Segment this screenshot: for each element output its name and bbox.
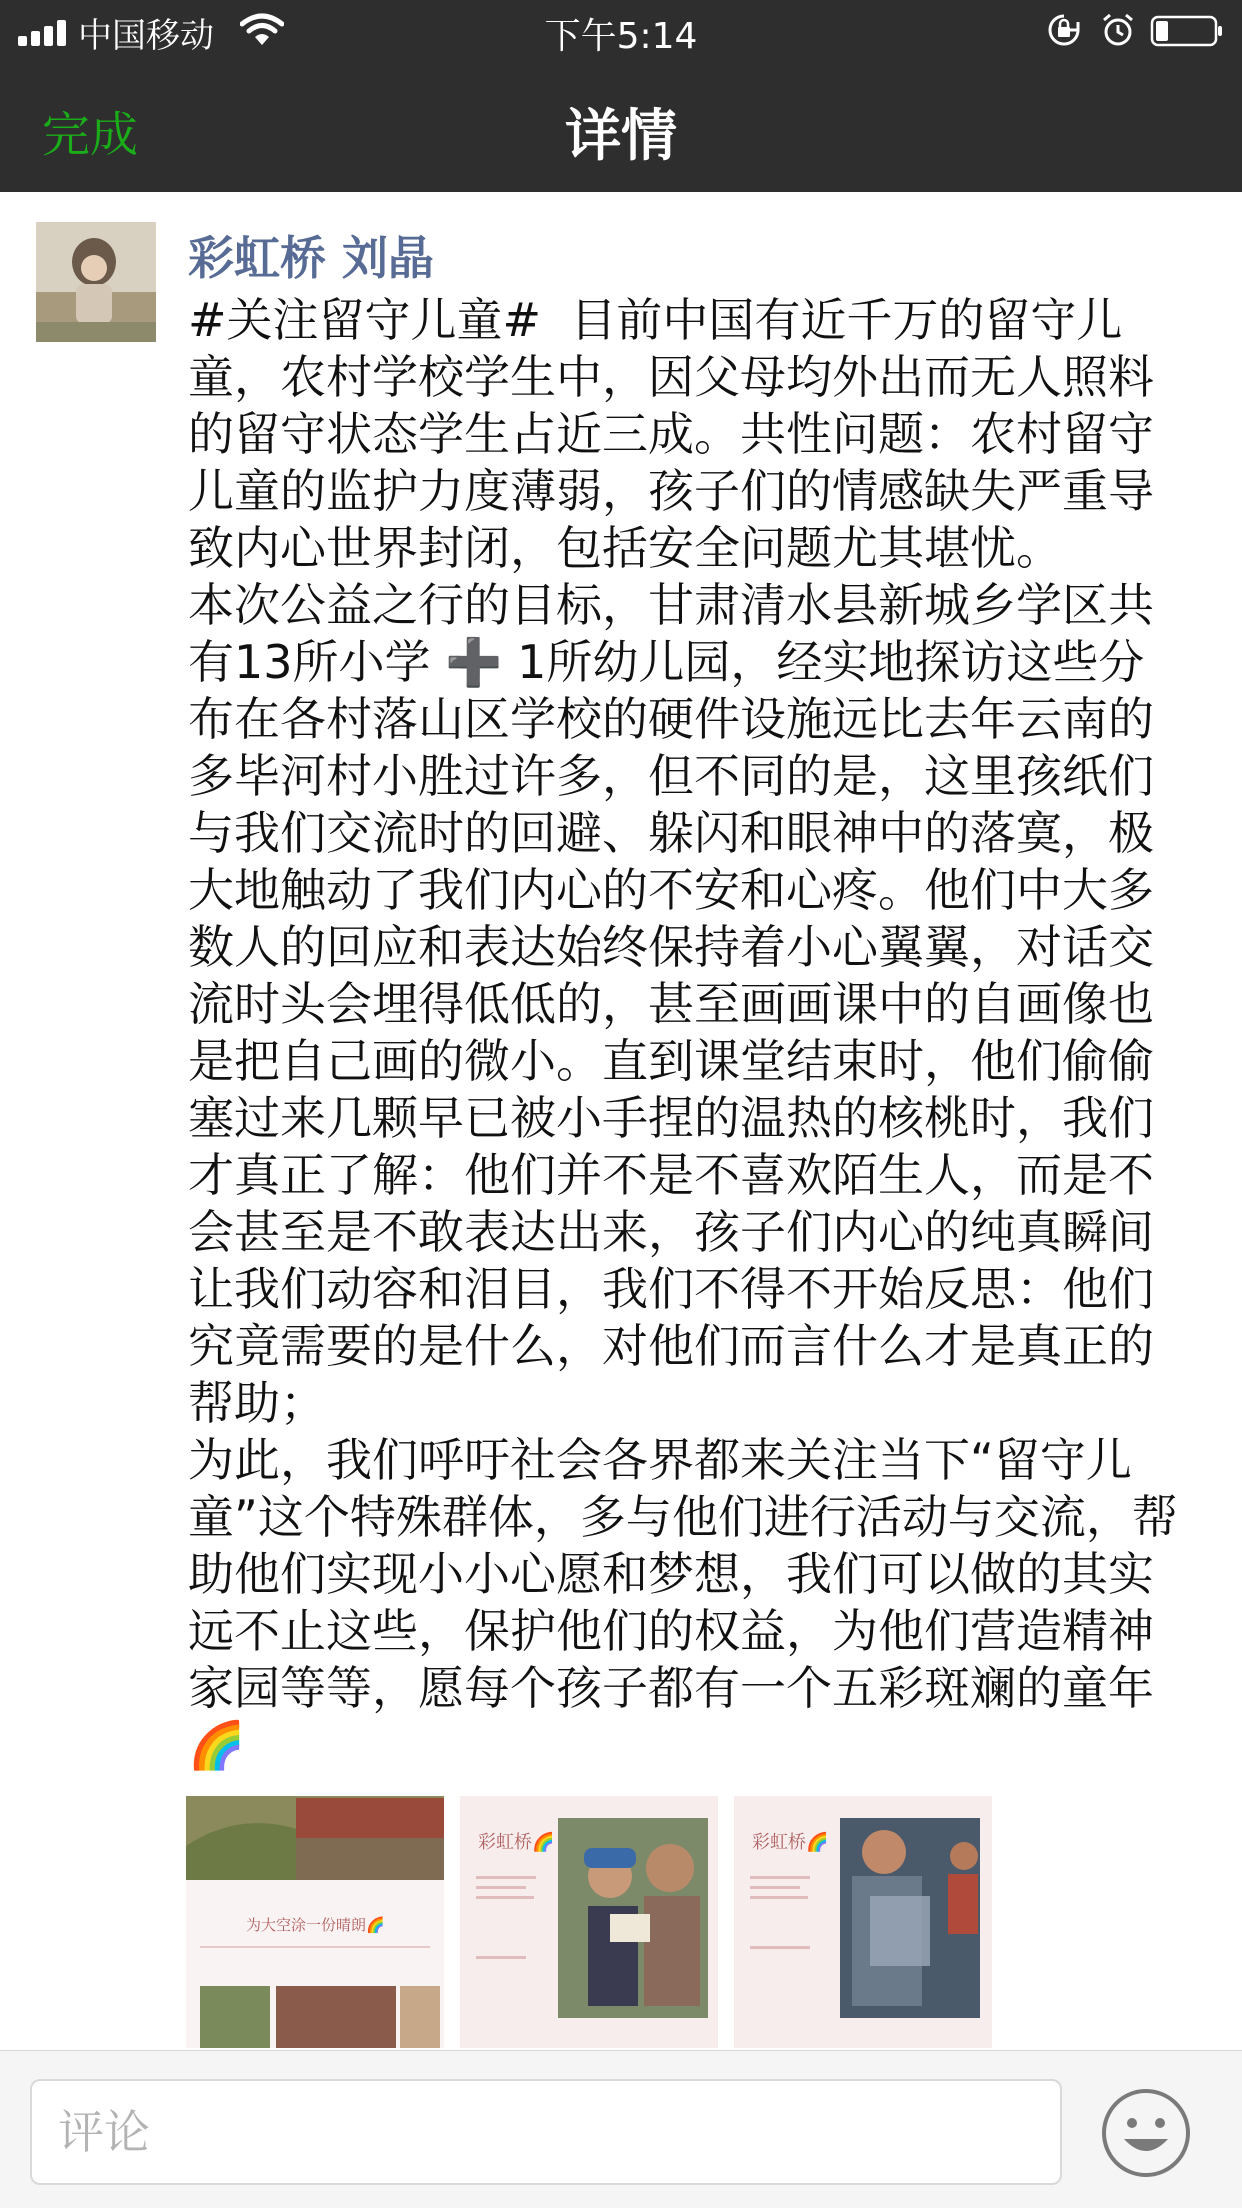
poster-image-2[interactable] xyxy=(460,1796,718,2048)
comment-field[interactable] xyxy=(30,2079,1062,2185)
battery-icon xyxy=(1150,14,1224,48)
plus-emoji-icon: ➕ xyxy=(445,635,503,689)
carrier-name: 中国移动 xyxy=(78,16,214,56)
top-bar xyxy=(0,0,1242,192)
clock-time: 下午5:14 xyxy=(544,16,698,57)
post-paragraph-1: #关注留守儿童# 目前中国有近千万的留守儿童，农村学校学生中，因父母均外出而无人照料的留守状态学生占近三成。共性问题：农村留守儿童的监护力度薄弱，孩子们的情感缺失严重导致内心世界封闭，包括安全问题尤其堪忧。 xyxy=(188,293,1154,575)
poster-image-1[interactable] xyxy=(186,1796,444,2048)
rainbow-emoji-icon: 🌈 xyxy=(188,1718,246,1772)
poster-caption: 彩虹桥🌈 xyxy=(478,1832,555,1853)
rotation-lock-icon xyxy=(1046,12,1082,48)
comment-input[interactable] xyxy=(32,2081,1060,2183)
post-paragraph-3: 为此，我们呼吁社会各界都来关注当下“留守儿童”这个特殊群体，多与他们进行活动与交流，帮助他们实现小小心愿和梦想，我们可以做的其实远不止这些，保护他们的权益，为他们营造精神家园等等，愿每个孩子都有一个五彩斑斓的童年 xyxy=(188,1433,1178,1715)
post-text xyxy=(188,292,1188,1774)
emoji-icon[interactable] xyxy=(1100,2087,1192,2179)
poster-image-3[interactable] xyxy=(734,1796,992,2048)
comment-bar xyxy=(0,2050,1242,2208)
author-name[interactable]: 彩虹桥 刘晶 xyxy=(188,231,435,285)
post-paragraph-2a: 本次公益之行的目标，甘肃清水县新城乡学区共有13所小学 xyxy=(188,578,1154,689)
post-paragraph-2b: 1所幼儿园，经实地探访这些分布在各村落山区学校的硬件设施远比去年云南的多毕河村小胜过许多，但不同的是，这里孩纸们与我们交流时的回避、躲闪和眼神中的落寞，极大地触动了我们内心的不安和心疼。他们中大多数人的回应和表达始终保持着小心翼翼，对话交流时头会埋得低低的，甚至画画课中的自画像也是把自己画的微小。直到课堂结束时，他们偷偷塞过来几颗早已被小手捏的温热的核桃时，我们才真正了解：他们并不是不喜欢陌生人，而是不会甚至是不敢表达出来，孩子们内心的纯真瞬间让我们动容和泪目，我们不得不开始反思：他们究竟需要的是什么，对他们而言什么才是真正的帮助； xyxy=(188,635,1154,1430)
status-bar xyxy=(0,0,1242,62)
done-button[interactable]: 完成 xyxy=(42,107,139,163)
alarm-icon xyxy=(1100,12,1136,48)
poster-caption: 彩虹桥🌈 xyxy=(752,1832,829,1853)
avatar[interactable] xyxy=(36,222,156,342)
poster-caption: 为大空涂一份晴朗🌈 xyxy=(246,1916,385,1934)
avatar-image xyxy=(36,222,156,342)
page-title: 详情 xyxy=(565,104,677,169)
